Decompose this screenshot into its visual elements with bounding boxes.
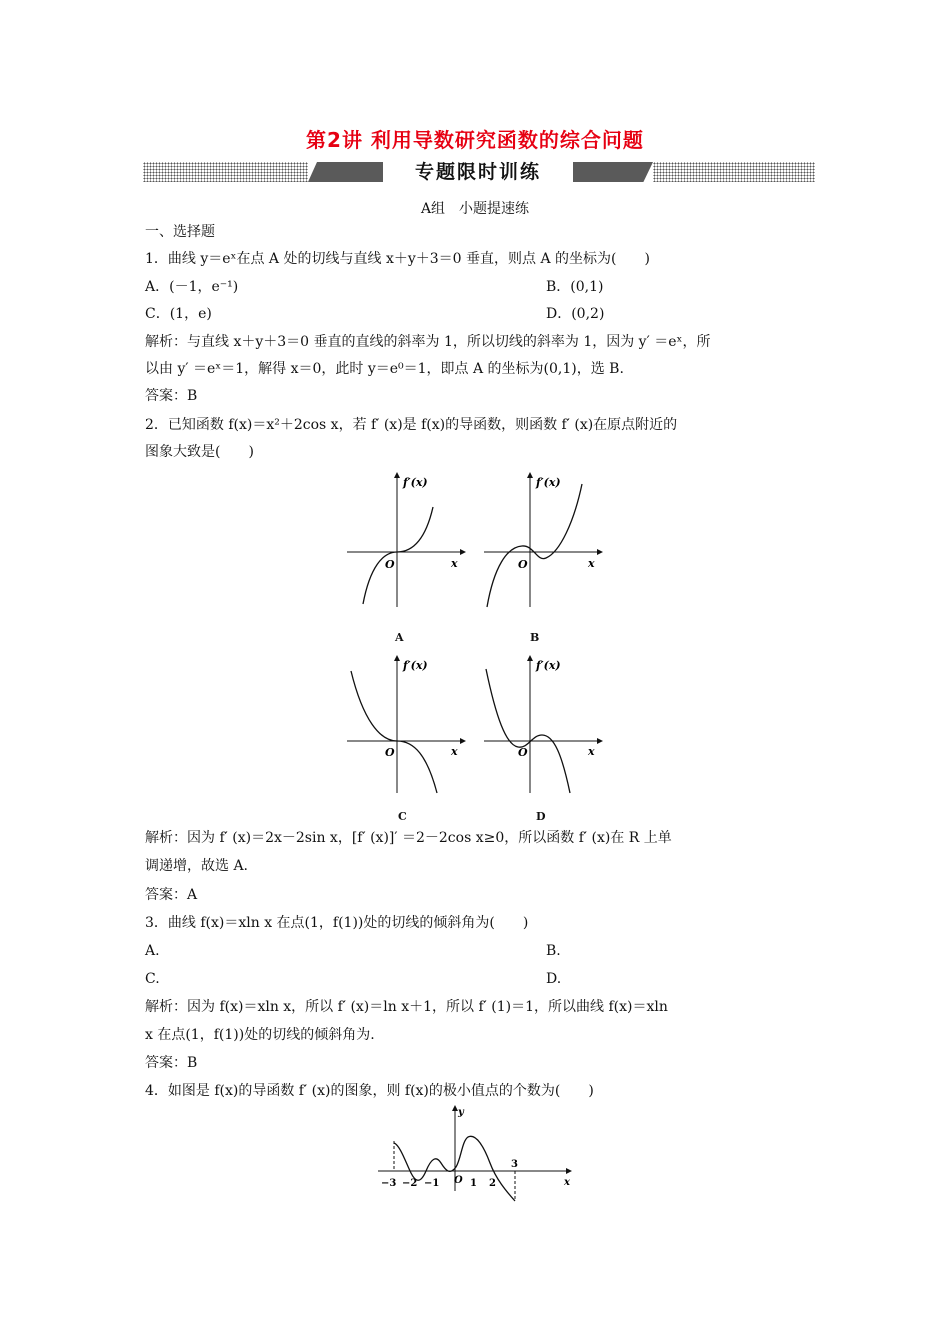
q1-option-d: D．(0,2): [546, 306, 605, 322]
q2-stem-line2: 图象大致是( ): [145, 444, 254, 460]
q4-x-label: x: [564, 1177, 570, 1188]
q2-analysis-line1: 解析：因为 f′ (x)＝2x－2sin x，[f′ (x)]′ ＝2－2cos x≥0，所以函数 f′ (x)在 R 上单: [145, 830, 672, 846]
section-banner: [143, 160, 815, 184]
q2-caption-d: D: [536, 810, 546, 823]
graph-d-x-label: x: [588, 745, 595, 758]
q3-option-a: A.: [145, 943, 160, 959]
q2-caption-c: C: [398, 810, 407, 823]
q1-option-b: B．(0,1): [546, 279, 604, 295]
graph-b-label: f′(x): [536, 476, 561, 489]
q3-answer: 答案：B: [145, 1055, 198, 1071]
q4-tick-3: 3: [511, 1159, 518, 1170]
q3-option-d: D.: [546, 971, 562, 987]
q1-option-c: C．(1，e): [145, 306, 212, 322]
q2-graph-a: [345, 472, 465, 612]
group-heading: A组 小题提速练: [420, 201, 530, 217]
q2-graph-d: [482, 655, 602, 795]
q1-analysis-line1: 解析：与直线 x＋y＋3＝0 垂直的直线的斜率为 1，所以切线的斜率为 1，因为 y′ ＝eˣ，所: [145, 334, 711, 350]
q4-tick-1: 1: [470, 1178, 477, 1189]
q3-stem: 3．曲线 f(x)＝xln x 在点(1，f(1))处的切线的倾斜角为( ): [145, 915, 529, 931]
q1-option-a: A．(－1，e⁻¹): [145, 279, 239, 295]
q4-graph: [378, 1103, 578, 1203]
q2-caption-b: B: [530, 631, 540, 644]
q2-graph-d-svg: [482, 655, 602, 795]
q1-answer: 答案：B: [145, 388, 198, 404]
q2-answer: 答案：A: [145, 887, 198, 903]
q2-caption-a: A: [395, 631, 404, 644]
graph-b-origin: O: [518, 558, 528, 571]
q3-analysis-line2: x 在点(1，f(1))处的切线的倾斜角为.: [145, 1027, 375, 1043]
q4-tick-neg2: −2: [402, 1178, 418, 1189]
q2-graph-b-svg: [482, 472, 602, 612]
banner-bar-right: [573, 162, 653, 182]
q4-tick-2: 2: [489, 1178, 496, 1189]
q4-graph-svg: [378, 1103, 578, 1203]
graph-c-x-label: x: [451, 745, 458, 758]
banner-label: 专题限时训练: [383, 160, 573, 184]
q4-tick-neg1: −1: [424, 1178, 440, 1189]
q2-graph-b: [482, 472, 602, 612]
graph-c-origin: O: [385, 746, 395, 759]
page-title: 第2讲 利用导数研究函数的综合问题: [306, 128, 644, 152]
banner-dots-left: [143, 162, 308, 182]
q4-y-label: y: [458, 1107, 464, 1118]
q1-analysis-line2: 以由 y′ ＝eˣ＝1，解得 x＝0，此时 y＝e⁰＝1，即点 A 的坐标为(0,1)，选 B.: [145, 361, 624, 377]
q1-stem: 1．曲线 y＝eˣ在点 A 处的切线与直线 x＋y＋3＝0 垂直，则点 A 的坐标为( ): [145, 251, 650, 267]
banner-dots-right: [653, 162, 815, 182]
graph-a-x-label: x: [451, 557, 458, 570]
section-heading: 一、选择题: [145, 224, 215, 240]
graph-a-label: f′(x): [403, 476, 428, 489]
q2-stem-line1: 2．已知函数 f(x)＝x²＋2cos x，若 f′ (x)是 f(x)的导函数，则函数 f′ (x)在原点附近的: [145, 417, 678, 433]
graph-d-origin: O: [518, 746, 528, 759]
q2-analysis-line2: 调递增，故选 A.: [145, 858, 249, 874]
q4-origin: O: [454, 1175, 463, 1186]
q2-graph-a-svg: [345, 472, 465, 612]
banner-bar-left: [308, 162, 383, 182]
graph-b-x-label: x: [588, 557, 595, 570]
q2-graph-c: [345, 655, 465, 795]
q3-option-b: B.: [546, 943, 561, 959]
q2-graph-c-svg: [345, 655, 465, 795]
graph-c-label: f′(x): [403, 659, 428, 672]
q3-option-c: C.: [145, 971, 160, 987]
q4-tick-neg3: −3: [381, 1178, 397, 1189]
graph-a-origin: O: [385, 558, 395, 571]
graph-d-label: f′(x): [536, 659, 561, 672]
q3-analysis-line1: 解析：因为 f(x)＝xln x，所以 f′ (x)＝ln x＋1，所以 f′ (1)＝1，所以曲线 f(x)＝xln: [145, 999, 668, 1015]
q4-stem: 4．如图是 f(x)的导函数 f′ (x)的图象，则 f(x)的极小值点的个数为( ): [145, 1083, 594, 1099]
